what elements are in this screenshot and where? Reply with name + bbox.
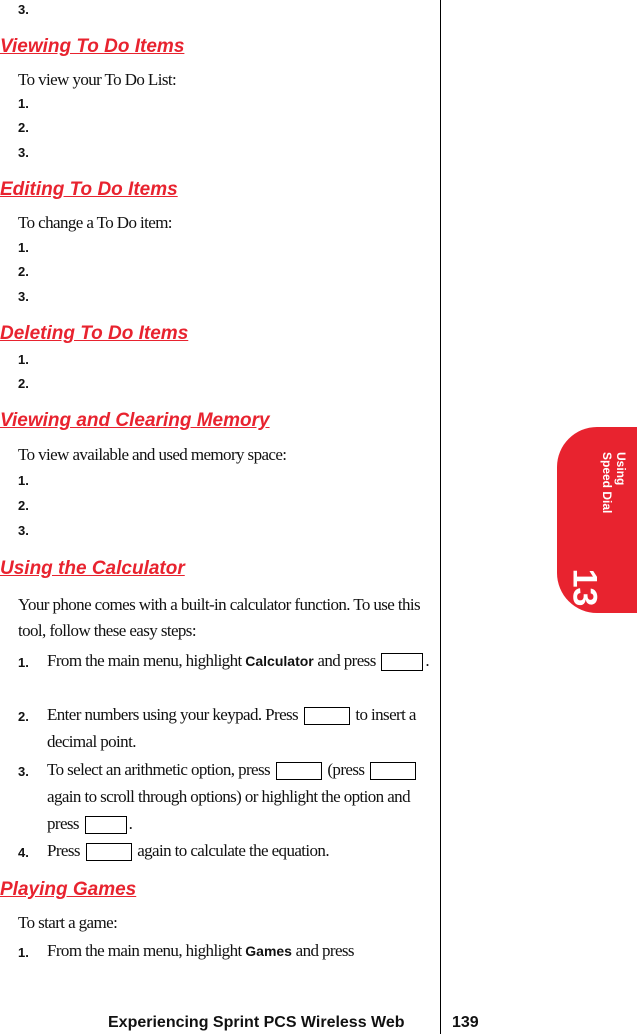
step-number: 2.: [18, 264, 29, 279]
chapter-number: 13: [565, 568, 604, 607]
step-number: 1.: [18, 473, 29, 488]
section-intro: To start a game:: [18, 913, 118, 932]
section-title-viewing-todo: Viewing To Do Items: [0, 36, 185, 57]
key-icon: [85, 816, 127, 834]
key-icon: [370, 762, 416, 780]
step-number: 1.: [18, 655, 29, 670]
section-title-calculator: Using the Calculator: [0, 558, 185, 579]
calculator-step-4: Press again to calculate the equation.: [47, 841, 329, 860]
section-title-editing-todo: Editing To Do Items: [0, 179, 178, 200]
step-number: 3.: [18, 289, 29, 304]
step-number: 1.: [18, 352, 29, 367]
section-intro: To change a To Do item:: [18, 213, 172, 232]
tab-label-line2: Speed Dial: [600, 452, 614, 514]
calculator-step-2: Enter numbers using your keypad. Press to insert a decimal point.: [47, 705, 416, 751]
tab-label-line1: Using: [614, 452, 628, 486]
section-intro: To view your To Do List:: [18, 70, 177, 89]
calculator-step-1: From the main menu, highlight Calculator and press .: [47, 651, 430, 670]
step-number: 2.: [18, 709, 29, 724]
step-number: 3.: [18, 145, 29, 160]
chapter-tab-label: [558, 452, 628, 552]
step-number: 2.: [18, 376, 29, 391]
step-number: 1.: [18, 945, 29, 960]
page-number: 139: [452, 1014, 479, 1031]
key-icon: [381, 653, 423, 671]
step-number: 2.: [18, 120, 29, 135]
step-number: 1.: [18, 240, 29, 255]
key-icon: [86, 843, 132, 861]
key-icon: [276, 762, 322, 780]
key-icon: [304, 707, 350, 725]
section-title-games: Playing Games: [0, 879, 137, 900]
step-number: 4.: [18, 845, 29, 860]
step-number: 2.: [18, 498, 29, 513]
footer-title: Experiencing Sprint PCS Wireless Web: [108, 1014, 405, 1031]
step-number: 3.: [18, 2, 29, 17]
step-number: 3.: [18, 764, 29, 779]
section-intro: To view available and used memory space:: [18, 445, 287, 464]
column-divider: [440, 0, 441, 1034]
section-title-deleting-todo: Deleting To Do Items: [0, 323, 189, 344]
section-title-memory: Viewing and Clearing Memory: [0, 410, 270, 431]
section-intro: Your phone comes with a built-in calculator function. To use this tool, follow these easy steps:: [18, 595, 421, 640]
calculator-step-3: To select an arithmetic option, press (press again to scroll through options) or highlight the option and press .: [47, 756, 432, 837]
step-number: 3.: [18, 523, 29, 538]
games-step-1: From the main menu, highlight Games and press: [47, 941, 354, 960]
step-number: 1.: [18, 96, 29, 111]
